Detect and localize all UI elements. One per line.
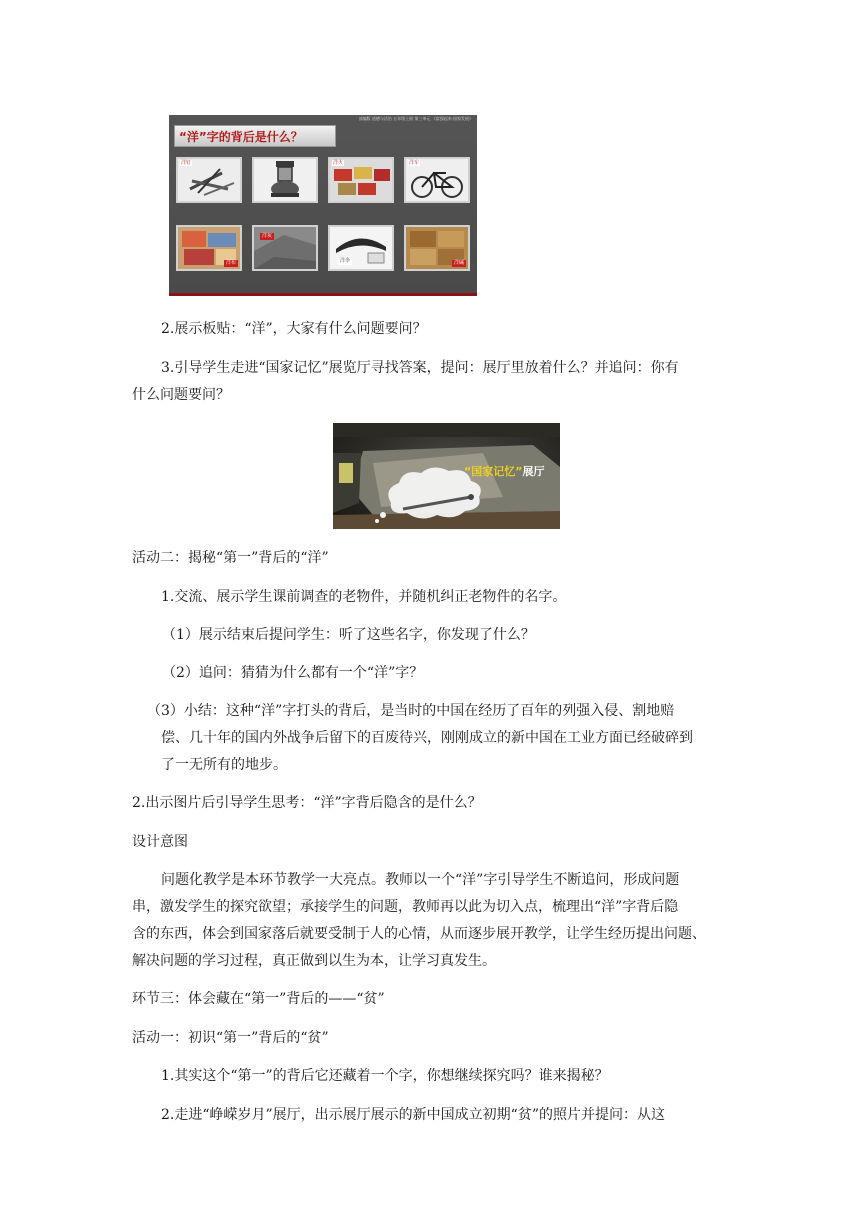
hall-label-suffix: 展厅 (522, 465, 545, 478)
tile-label: 洋伞 (340, 258, 351, 264)
hall-label (464, 465, 544, 479)
tile-label: 洋钉 (181, 160, 192, 166)
heading-activity-2: 活动二：揭秘“第一”背后的“洋” (132, 550, 329, 566)
paragraph-step-2: 2.展示板贴：“洋”，大家有什么问题要问？ (161, 321, 427, 337)
slide-title: “洋”字的背后是什么？ (174, 125, 336, 147)
tile-label: 洋灰 (262, 233, 273, 239)
tile-soap (404, 225, 470, 271)
heading-activity-1: 活动一：初识“第一”背后的“贫” (132, 1030, 329, 1046)
paragraph-design-intent-line1: 问题化教学是本环节教学一大亮点。教师以一个“洋”字引导学生不断追问，形成问题 (161, 872, 680, 888)
paragraph-sub-2: （2）追问：猜猜为什么都有一个“洋”字？ (162, 665, 424, 681)
tile-cement (252, 225, 318, 271)
heading-section-3: 环节三：体会藏在“第一”背后的——“贫” (132, 991, 385, 1007)
paragraph-design-intent-line3: 含的东西，体会到国家落后就要受制于人的心情，从而逐步展开教学，让学生经历提出问题、 (132, 926, 706, 942)
hall-label-quoted: “国家记忆” (464, 465, 523, 478)
slide-image-exhibition-hall (333, 423, 560, 529)
slide-header-bar (169, 115, 477, 124)
tile-umbrella (328, 225, 394, 271)
tile-lamp (252, 157, 318, 203)
tile-matches (328, 157, 394, 203)
tile-label: 洋布 (225, 260, 236, 266)
tile-label: 洋碱 (453, 260, 464, 266)
paragraph-sub-1: （1）展示结束后提问学生：听了这些名字，你发现了什么？ (162, 627, 535, 643)
paragraph-step-3-line1: 3.引导学生走进“国家记忆”展览厅寻找答案，提问：展厅里放着什么？并追问：你有 (161, 360, 679, 376)
slide-header-text: 部编版 道德与法治 五年级上册 第三单元 《富强起来·国家发展》 (358, 116, 473, 121)
paragraph-activity-2-step-1: 1.交流、展示学生课前调查的老物件，并随机纠正老物件的名字。 (161, 589, 567, 605)
tile-label: 洋火 (333, 160, 344, 166)
heading-design-intent: 设计意图 (132, 834, 188, 850)
tile-label: 洋车 (409, 160, 420, 166)
tile-cloth (176, 225, 242, 271)
tile-nails (176, 157, 242, 203)
paragraph-sub-3-line1: （3）小结：这种“洋”字打头的背后，是当时的中国在经历了百年的列强入侵、割地赔 (147, 703, 675, 719)
paragraph-sub-3-line2: 偿、几十年的国内外战争后留下的百废待兴，刚刚成立的新中国在工业方面已经破碎到 (161, 730, 693, 746)
paragraph-activity-1-step-2: 2.走进“峥嵘岁月”展厅，出示展厅展示的新中国成立初期“贫”的照片并提问：从这 (161, 1107, 665, 1123)
slide-image-yang-objects (169, 115, 477, 296)
paragraph-activity-2-step-2: 2.出示图片后引导学生思考：“洋”字背后隐含的是什么？ (132, 795, 482, 811)
tile-bicycle (404, 157, 470, 203)
paragraph-step-3-line2: 什么问题要问？ (132, 387, 230, 403)
paragraph-design-intent-line4: 解决问题的学习过程，真正做到以生为本，让学习真发生。 (132, 953, 496, 969)
paragraph-activity-1-step-1: 1.其实这个“第一”的背后它还藏着一个字，你想继续探究吗？谁来揭秘？ (161, 1068, 609, 1084)
paragraph-sub-3-line3: 了一无所有的地步。 (161, 757, 287, 773)
paragraph-design-intent-line2: 串，激发学生的探究欲望；承接学生的问题，教师再以此为切入点，梳理出“洋”字背后隐 (132, 899, 679, 915)
